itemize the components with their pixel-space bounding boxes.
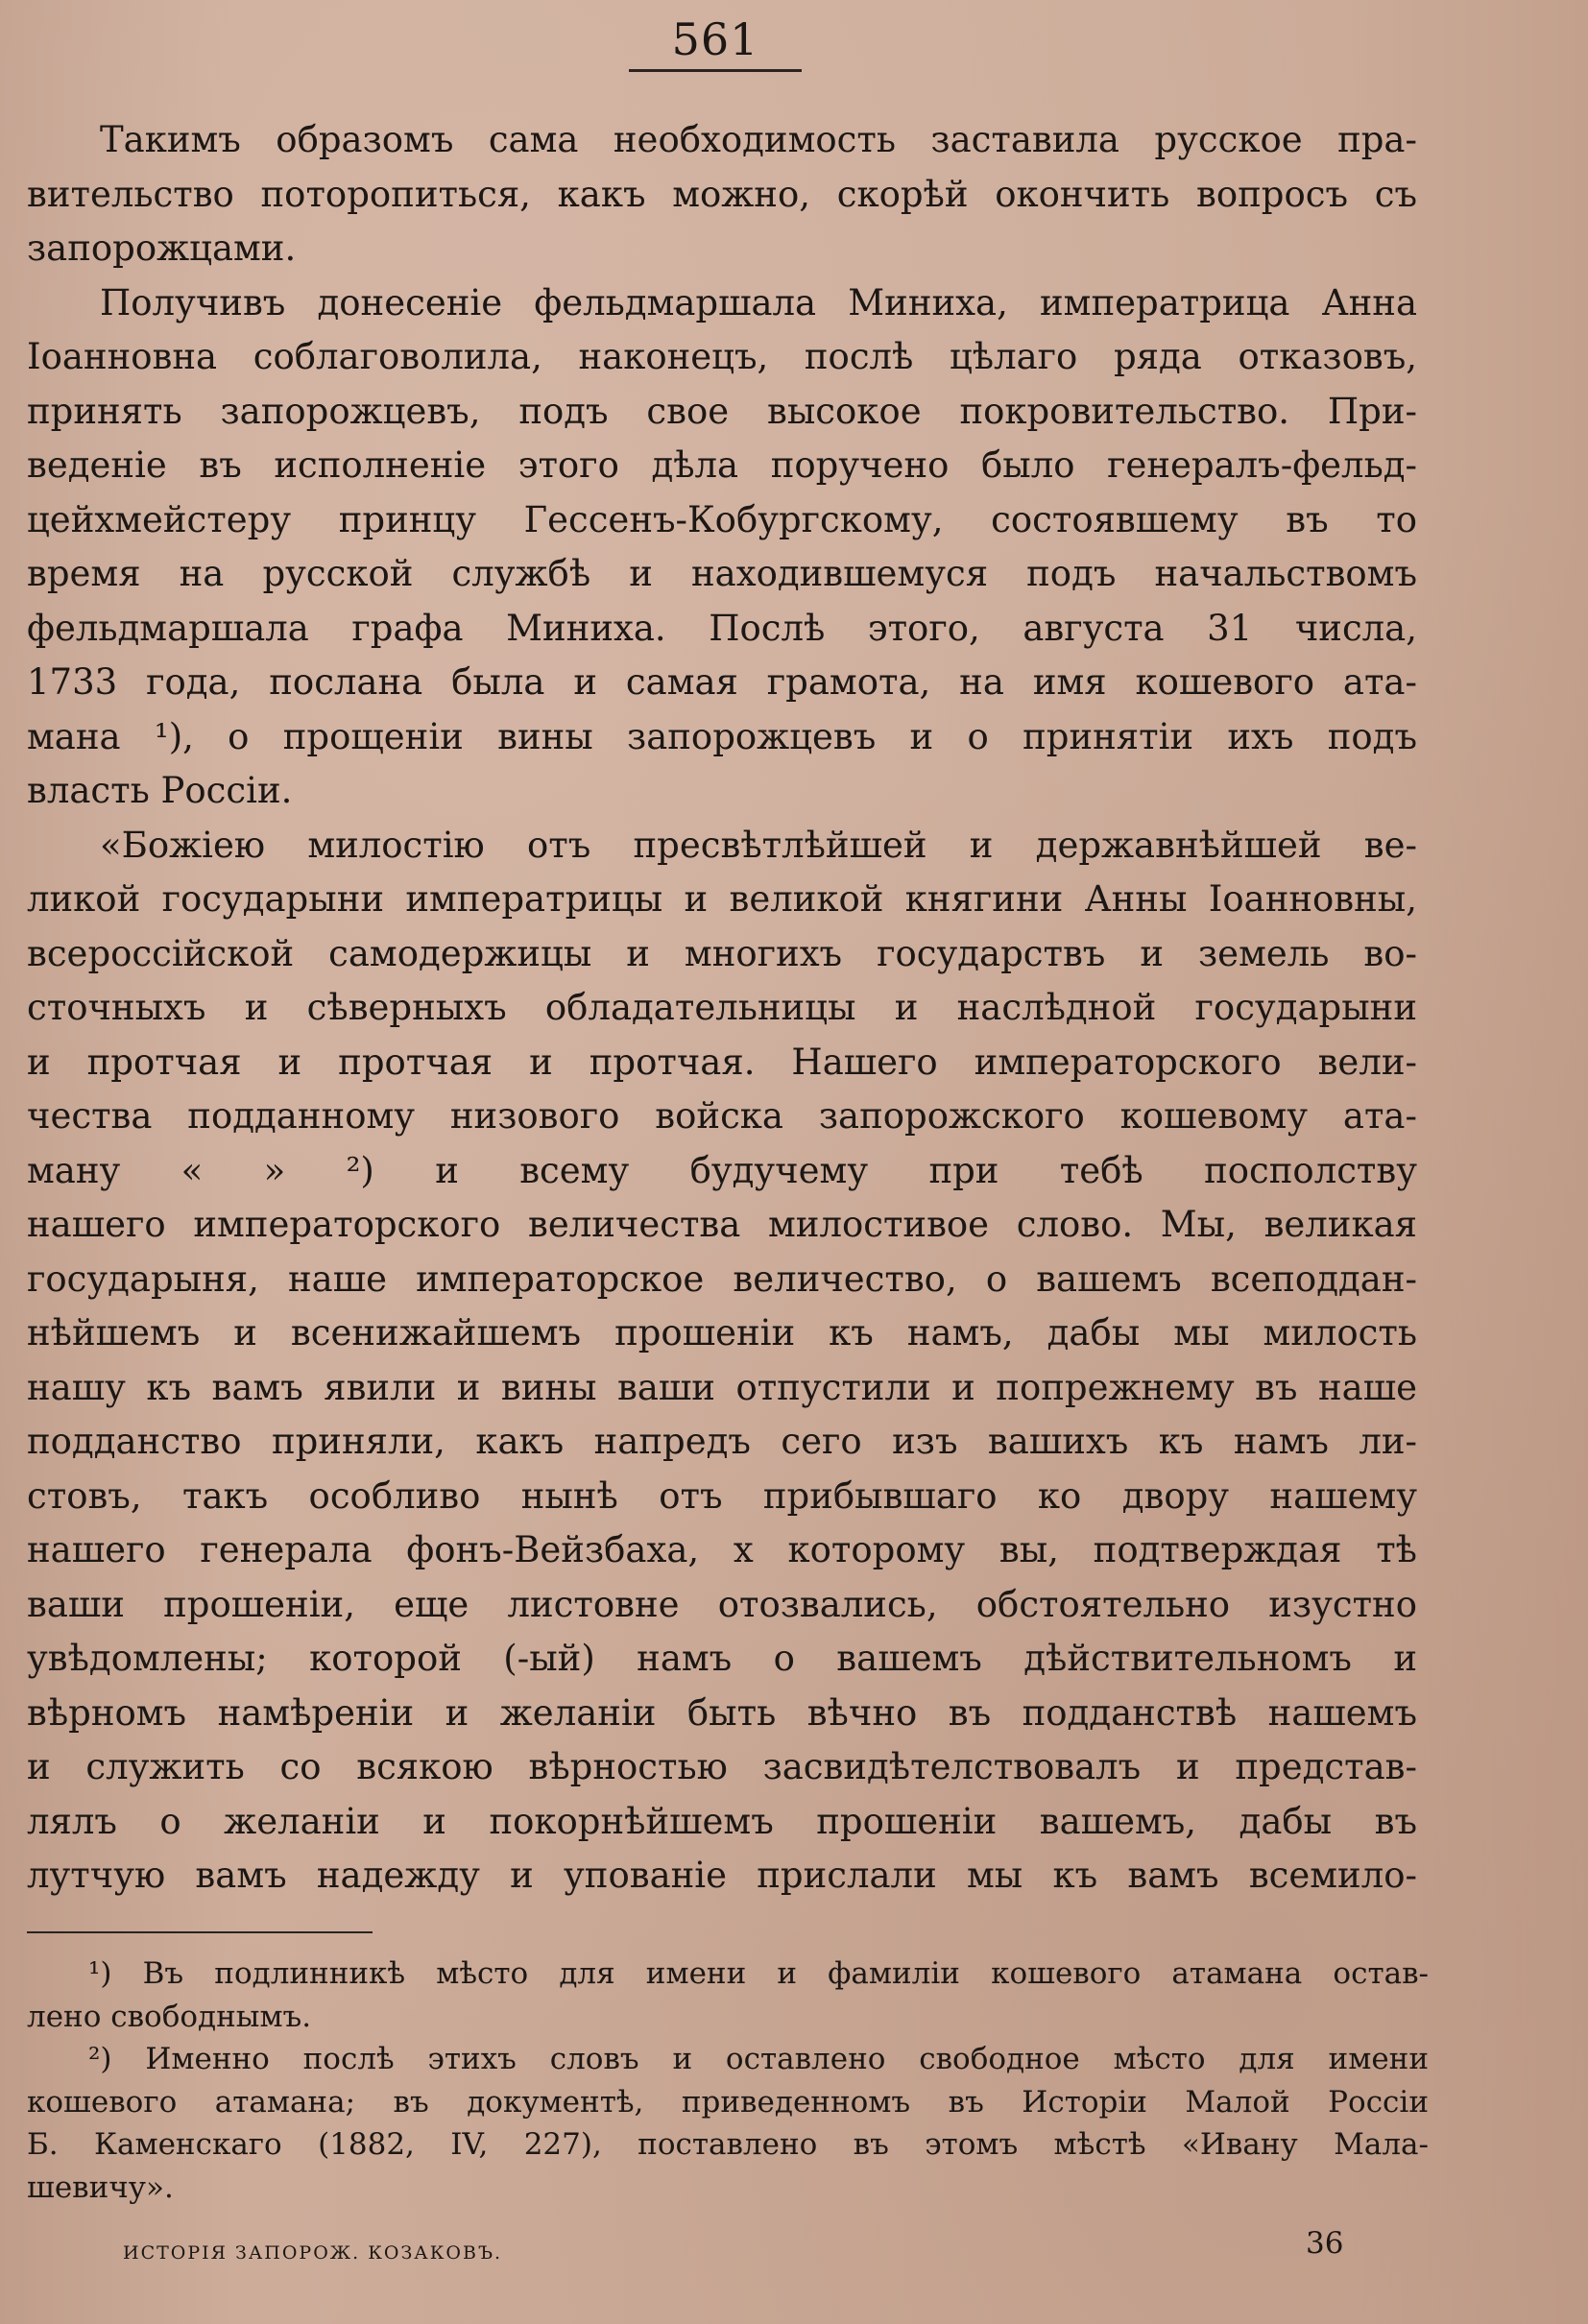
text-line: вѣрномъ намѣреніи и желаніи быть вѣчно въ подданствѣ нашемъ (27, 1691, 1417, 1734)
footnote-line: лено свободнымъ. (27, 1999, 312, 2034)
text-line: цейхмейстеру принцу Гессенъ-Кобургскому, состоявшему въ то (27, 498, 1417, 540)
footnote-line: ¹) Въ подлинникѣ мѣсто для имени и фамиліи кошевого атамана остав- (88, 1956, 1429, 1991)
text-line: всероссійской самодержицы и многихъ государствъ и земель во- (27, 932, 1417, 974)
text-line: 1733 года, послана была и самая грамота, на имя кошевого ата- (27, 661, 1417, 703)
footer-sheet-number: 36 (1306, 2226, 1344, 2261)
main-text (27, 113, 1417, 1904)
text-line: нашего императорского величества милостивое слово. Мы, великая (27, 1204, 1417, 1245)
text-line: и протчая и протчая и протчая. Нашего императорского вели- (27, 1041, 1417, 1083)
text-line: лутчую вамъ надежду и упованіе прислали мы къ вамъ всемило- (27, 1855, 1417, 1896)
text-line: вительство поторопиться, какъ можно, скорѣй окончить вопросъ съ (27, 173, 1417, 215)
text-line: и служить со всякою вѣрностью засвидѣтелствовалъ и представ- (27, 1746, 1417, 1787)
page-number-rule (629, 69, 802, 72)
text-line: «Божіею милостію отъ пресвѣтлѣйшей и державнѣйшей ве- (100, 824, 1417, 866)
text-line: сточныхъ и сѣверныхъ обладательницы и наслѣдной государыни (27, 987, 1417, 1028)
text-line: время на русской службѣ и находившемуся подъ начальствомъ (27, 553, 1417, 594)
text-line: Получивъ донесеніе фельдмаршала Миниха, императрица Анна (100, 281, 1417, 323)
footnote-line: шевичу». (27, 2169, 174, 2205)
text-line: нашего генерала фонъ-Вейзбаха, х которому вы, подтверждая тѣ (27, 1529, 1417, 1570)
text-line: ману « » ²) и всему будучему при тебѣ посполству (27, 1149, 1417, 1191)
text-line: ваши прошеніи, еще листовне отозвались, обстоятельно изустно (27, 1583, 1417, 1625)
text-line: фельдмаршала графа Миниха. Послѣ этого, августа 31 числа, (27, 607, 1417, 649)
footnote-line: кошевого атамана; въ документѣ, приведенномъ въ Исторіи Малой Россіи (27, 2084, 1429, 2120)
footnote-line: ²) Именно послѣ этихъ словъ и оставлено свободное мѣсто для имени (88, 2042, 1429, 2076)
text-line: увѣдомлены; которой (-ый) намъ о вашемъ дѣйствительномъ и (27, 1638, 1417, 1679)
footnote-separator (27, 1931, 373, 1933)
footer-signature: ИСТОРІЯ ЗАПОРОЖ. КОЗАКОВЪ. (123, 2242, 503, 2264)
text-line: чества подданному низового войска запорожского кошевому ата- (27, 1095, 1417, 1137)
text-line: принять запорожцевъ, подъ свое высокое покровительство. При- (27, 390, 1417, 432)
text-line: государыня, наше императорское величество, о вашемъ всеподдан- (27, 1258, 1417, 1300)
text-line: ликой государыни императрицы и великой княгини Анны Іоанновны, (27, 878, 1417, 920)
text-line: Такимъ образомъ сама необходимость заставила русское пра- (100, 119, 1417, 160)
text-line: власть Россіи. (27, 770, 293, 811)
text-line: Іоанновна соблаговолила, наконецъ, послѣ цѣлаго ряда отказовъ, (27, 336, 1417, 377)
footnote-line: Б. Каменскаго (1882, IV, 227), поставлено въ этомъ мѣстѣ «Ивану Мала- (27, 2127, 1429, 2162)
text-line: мана ¹), о прощеніи вины запорожцевъ и о принятіи ихъ подъ (27, 715, 1417, 757)
text-line: запорожцами. (27, 228, 297, 269)
page-number: 561 (671, 13, 759, 65)
text-line: веденіе въ исполненіе этого дѣла поручено было генералъ-фельд- (27, 444, 1417, 486)
text-line: стовъ, такъ особливо нынѣ отъ прибывшаго ко двору нашему (27, 1474, 1417, 1517)
text-line: лялъ о желаніи и покорнѣйшемъ прошеніи вашемъ, дабы въ (27, 1800, 1417, 1842)
text-line: подданство приняли, какъ напредъ сего изъ вашихъ къ намъ ли- (27, 1421, 1417, 1462)
text-line: нашу къ вамъ явили и вины ваши отпустили и попрежнему въ наше (27, 1366, 1417, 1408)
footnotes (27, 1953, 1429, 2209)
text-line: нѣйшемъ и всенижайшемъ прошеніи къ намъ, дабы мы милость (27, 1312, 1417, 1354)
